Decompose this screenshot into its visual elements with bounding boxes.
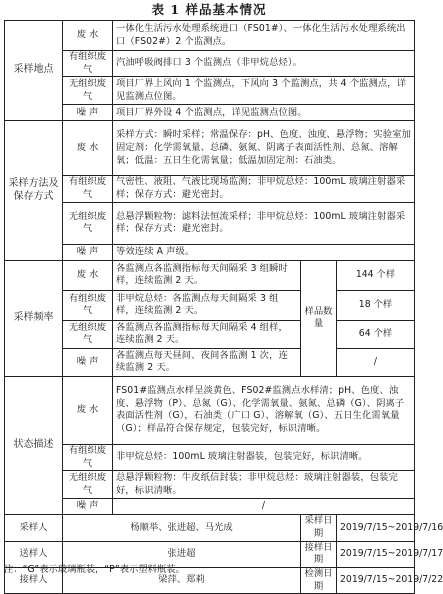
type-cell: 无组织废气 <box>63 320 113 348</box>
table-row <box>5 376 415 444</box>
footnote: 注：“G”表示玻璃瓶装，“P”表示塑料瓶装。 <box>4 564 185 575</box>
text-cell: 各监测点各监测指标每天间隔采 3 组瞬时样，连续监测 2 天。 <box>113 260 301 290</box>
text-cell: 各监测点每天昼间、夜间各监测 1 次，连续监测 2 天。 <box>113 348 301 376</box>
quantity-cell: 64 个样 <box>337 320 415 348</box>
type-cell: 无组织废气 <box>63 77 113 105</box>
text-cell: 总悬浮颗粒物：牛皮纸信封装；非甲烷总烃：玻璃注射器装，包装完好，标识清晰。 <box>113 471 415 499</box>
type-cell: 噪 声 <box>63 105 113 121</box>
table-row <box>5 290 415 320</box>
table-row <box>5 348 415 376</box>
text-cell: / <box>113 499 415 515</box>
type-cell: 噪 声 <box>63 348 113 376</box>
type-cell: 有组织废气 <box>63 176 113 202</box>
table-row <box>5 51 415 77</box>
text-cell: 汽油呼吸阀排口 3 个监测点（非甲烷总烃）。 <box>113 51 415 77</box>
table-row <box>5 77 415 105</box>
type-cell: 有组织废气 <box>63 290 113 320</box>
role-cell: 送样人 <box>5 541 63 567</box>
table-row <box>5 202 415 244</box>
table-row <box>5 121 415 176</box>
type-cell: 无组织废气 <box>63 202 113 244</box>
quantity-cell: 18 个样 <box>337 290 415 320</box>
text-cell: 采样方式：瞬时采样；常温保存：pH、色度、浊度、悬浮物；实验室加固定剂：化学需氧量、总磷、氨氮、阴离子表面活性剂、总氮、溶解氧；低温：五日生化需氧量；低温加固定剂：石油类。 <box>113 121 415 176</box>
group-label-sampling-method: 采样方法及保存方式 <box>5 121 63 260</box>
table-title: 表 1 样品基本情况 <box>151 2 267 17</box>
text-cell: 总悬浮颗粒物：滤料法恒流采样；非甲烷总烃：100mL 玻璃注射器采样；保存方式：避光密封。 <box>113 202 415 244</box>
group-label-sampling-points: 采样地点 <box>5 21 63 121</box>
date-cell: 2019/7/15~2019/7/17 <box>337 541 415 567</box>
text-cell: 一体化生活污水处理系统进口（FS01#）、一体化生活污水处理系统出口（FS02#）2 个监测点。 <box>113 21 415 51</box>
table-row <box>5 176 415 202</box>
text-cell: 各监测点各监测指标每天间隔采 4 组样，连续监测 2 天。 <box>113 320 301 348</box>
quantity-cell: 144 个样 <box>337 260 415 290</box>
text-cell: 非甲烷总烃：各监测点每天间隔采 3 组样，连续监测 2 天。 <box>113 290 301 320</box>
type-cell: 废 水 <box>63 121 113 176</box>
type-cell: 无组织废气 <box>63 471 113 499</box>
name-cell: 张进超 <box>63 541 301 567</box>
table-row <box>5 471 415 499</box>
date-cell: 2019/7/15~2019/7/16 <box>337 515 415 541</box>
text-cell: 等效连续 A 声级。 <box>113 244 415 260</box>
type-cell: 废 水 <box>63 376 113 444</box>
quantity-cell: / <box>337 348 415 376</box>
table-row <box>5 244 415 260</box>
name-cell: 梁萍、郑莉 <box>63 568 301 594</box>
date-label-cell: 采样日期 <box>301 515 337 541</box>
table-row <box>5 444 415 470</box>
role-cell: 接样人 <box>5 568 63 594</box>
text-cell: 项目厂界外设 4 个监测点，详见监测点位图。 <box>113 105 415 121</box>
table-row <box>5 105 415 121</box>
footer-row <box>5 515 415 541</box>
group-label-sampling-frequency: 采样频率 <box>5 260 63 376</box>
quantity-label: 样品数量 <box>301 260 337 376</box>
sample-info-table <box>4 20 443 594</box>
table-row <box>5 499 415 515</box>
date-cell: 2019/7/15~2019/7/22 <box>337 568 415 594</box>
date-label-cell: 检测日期 <box>301 568 337 594</box>
name-cell: 杨顺举、张进超、马光成 <box>63 515 301 541</box>
role-cell: 采样人 <box>5 515 63 541</box>
type-cell: 废 水 <box>63 260 113 290</box>
text-cell: 项目厂界上风向 1 个监测点，下风向 3 个监测点，共 4 个监测点，详见监测点位图。 <box>113 77 415 105</box>
type-cell: 噪 声 <box>63 244 113 260</box>
text-cell: FS01#监测点水样呈淡黄色、FS02#监测点水样清；pH、色度、浊度、悬浮物（P）、总氮（G）、化学需氧量、氨氮、总磷（G）、阴离子表面活性剂（G），石油类（广口 G）、溶解氧（G）、五日生化需氧量（G）；样品符合保存规定，包装完好，标识清晰。 <box>113 376 415 444</box>
date-label-cell: 接样日期 <box>301 541 337 567</box>
text-cell: 非甲烷总烃：100mL 玻璃注射器装，包装完好，标识清晰。 <box>113 444 415 470</box>
type-cell: 有组织废气 <box>63 444 113 470</box>
type-cell: 废 水 <box>63 21 113 51</box>
text-cell: 气密性、液阻、气液比现场监测；非甲烷总烃：100mL 玻璃注射器采样；保存方式：避光密封。 <box>113 176 415 202</box>
table-row <box>5 260 415 290</box>
type-cell: 噪 声 <box>63 499 113 515</box>
table-row <box>5 320 415 348</box>
type-cell: 有组织废气 <box>63 51 113 77</box>
group-label-status: 状态描述 <box>5 376 63 514</box>
table-row <box>5 21 415 51</box>
